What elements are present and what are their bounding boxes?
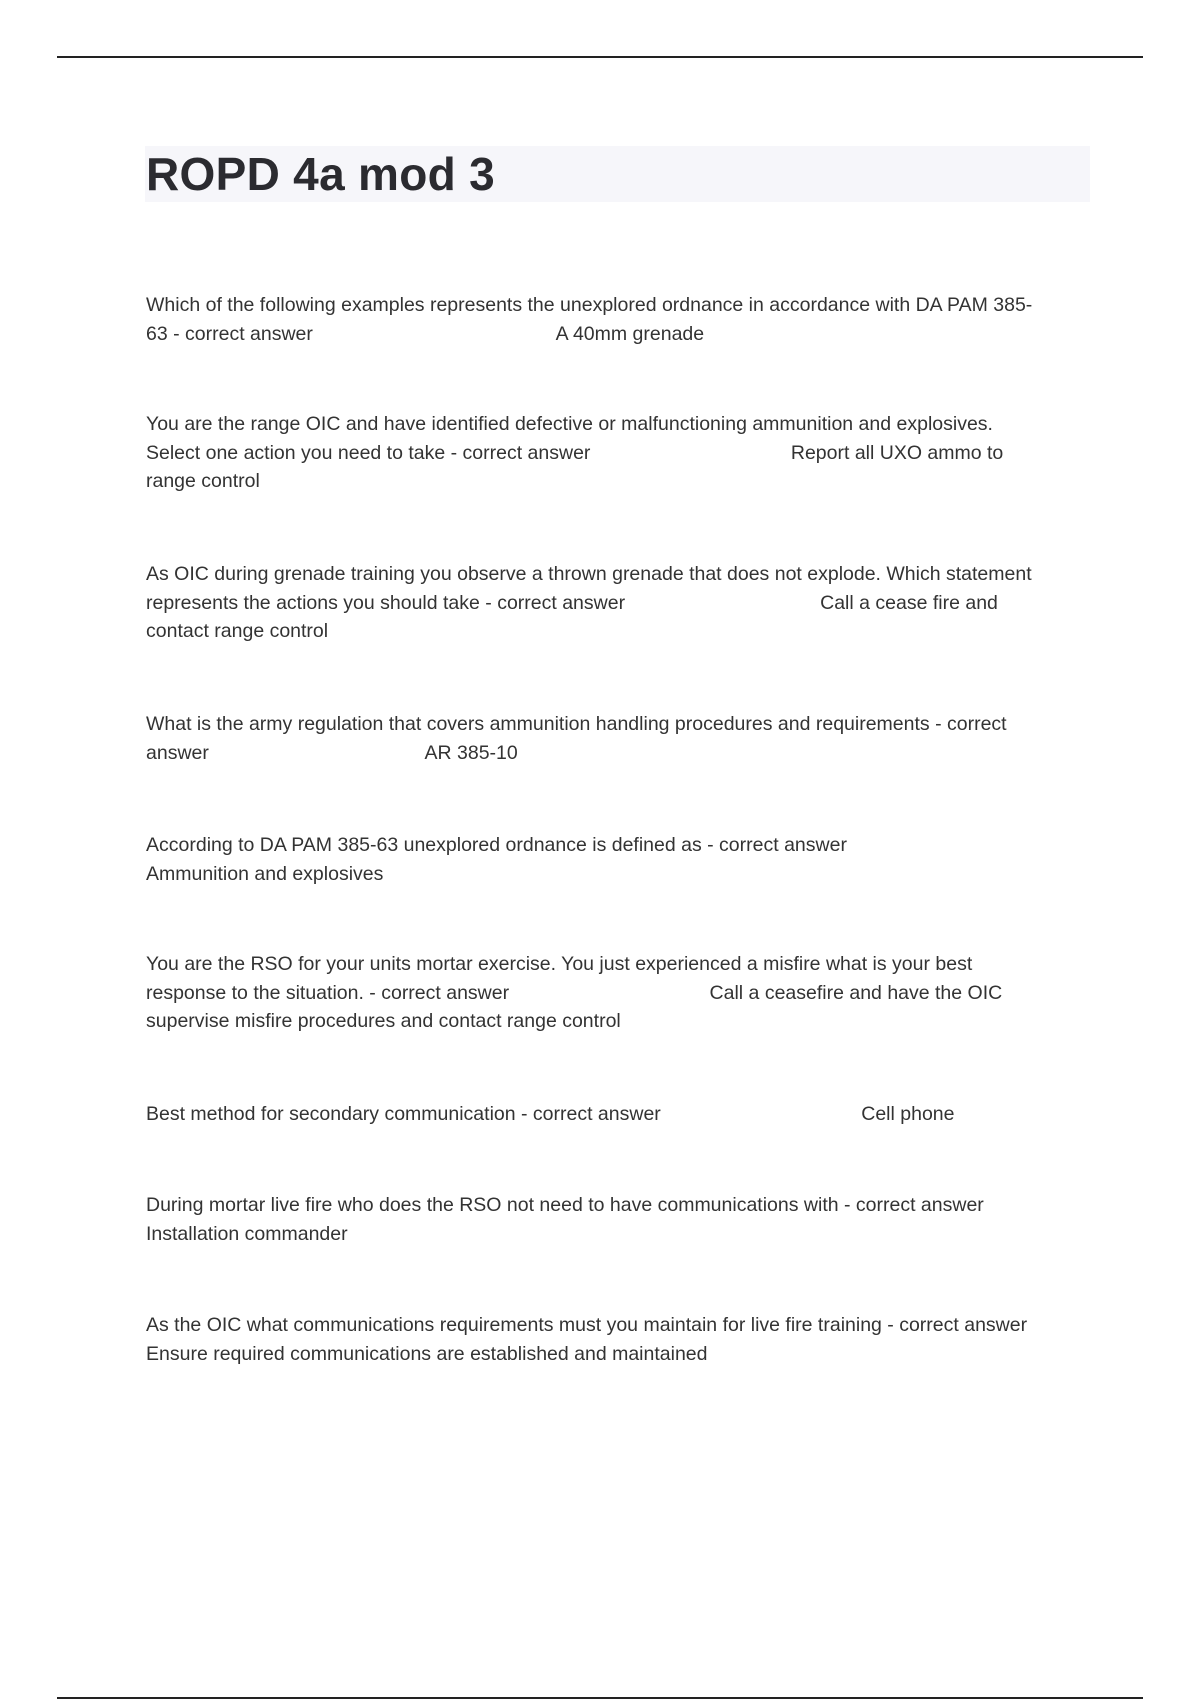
top-rule	[57, 56, 1143, 58]
qa-item: According to DA PAM 385-63 unexplored ordnance is defined as - correct answer Ammunition and explosives	[146, 834, 847, 885]
document-title: ROPD 4a mod 3	[146, 148, 495, 200]
qa-item: Which of the following examples represents the unexplored ordnance in accordance with DA PAM 385- 63 - correct answer A 40mm grenade	[146, 294, 1033, 345]
qa-item: During mortar live fire who does the RSO not need to have communications with - correct answer Installation commander	[146, 1194, 984, 1245]
qa-item: As the OIC what communications requirements must you maintain for live fire training - correct answer Ensure required communications are established and maintained	[146, 1314, 1028, 1365]
qa-item: Best method for secondary communication - correct answer Cell phone	[146, 1103, 955, 1125]
qa-item: What is the army regulation that covers ammunition handling procedures and requirements - correct answer AR 385-10	[146, 713, 1007, 764]
bottom-rule	[57, 1697, 1143, 1699]
qa-item: You are the range OIC and have identified defective or malfunctioning ammunition and explosives. Select one action you need to take - correct answer Report all UXO ammo to range control	[146, 413, 1004, 492]
qa-item: As OIC during grenade training you observe a thrown grenade that does not explode. Which statement represents the actions you should take - correct answer Call a cease fire and contact range control	[146, 563, 1032, 642]
qa-item: You are the RSO for your units mortar exercise. You just experienced a misfire what is your best response to the situation. - correct answer Call a ceasefire and have the OIC supervise misfire procedures and contact range control	[146, 953, 1003, 1032]
